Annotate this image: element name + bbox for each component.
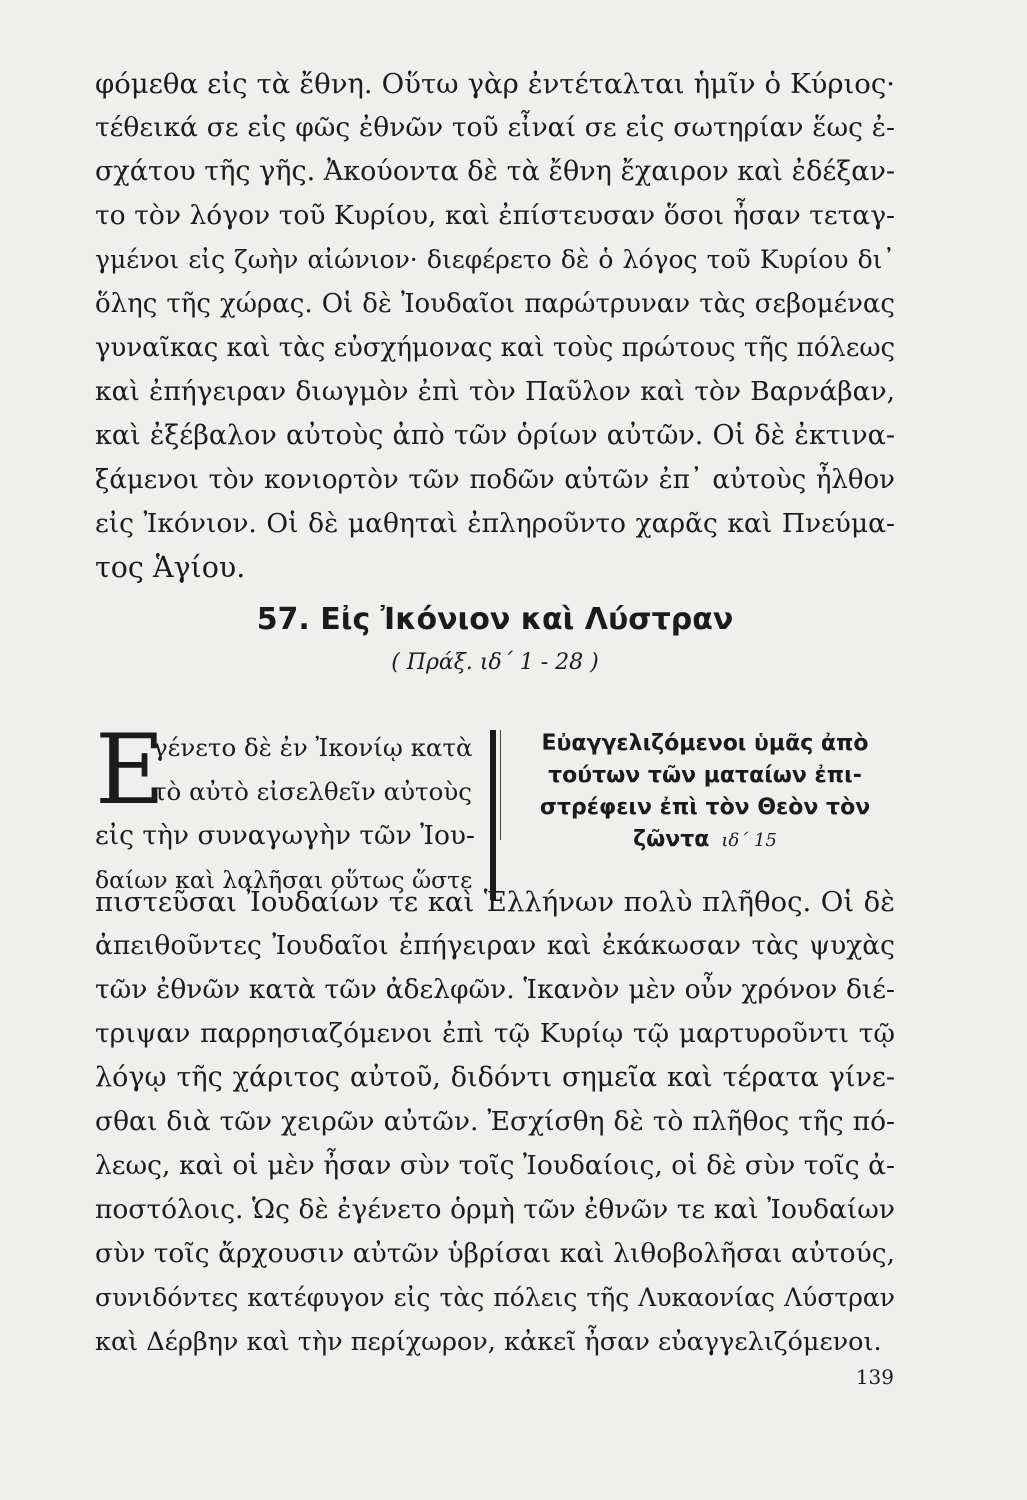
text-line: τριψαν παρρησιαζόμενοι ἐπὶ τῷ Κυρίῳ τῷ μαρτυροῦντι τῷ xyxy=(95,1018,895,1049)
text-line: δαίων καὶ λαλῆσαι οὕτως ὥστε xyxy=(95,866,473,894)
text-line: γμένοι εἰς ζωὴν αἰώνιον· διεφέρετο δὲ ὁ λόγος τοῦ Κυρίου δι᾿ xyxy=(95,245,895,274)
text-line: καὶ Δέρβην καὶ τὴν περίχωρον, κἀκεῖ ἦσαν εὐαγγελιζόμενοι. xyxy=(95,1327,882,1357)
text-line: καὶ ἐπήγειραν διωγμὸν ἐπὶ τὸν Παῦλον καὶ τὸν Βαρνάβαν, xyxy=(95,376,895,407)
text-line: σὺν τοῖς ἄρχουσιν αὐτῶν ὑβρίσαι καὶ λιθοβολῆσαι αὐτούς, xyxy=(95,1238,895,1269)
sidebar-quote xyxy=(515,728,895,857)
quote-line-last xyxy=(515,824,895,857)
text-line: τῶν ἐθνῶν κατὰ τῶν ἀδελφῶν. Ἱκανὸν μὲν οὖν χρόνον διέ- xyxy=(95,974,895,1005)
paragraph-2 xyxy=(95,880,895,1364)
text-line: τὸ αὐτὸ εἰσελθεῖν αὐτοὺς xyxy=(153,777,472,806)
quote-line: τούτων τῶν ματαίων ἐπι- xyxy=(548,763,862,788)
quote-text: ζῶντα xyxy=(633,827,710,852)
text-line: ἀπειθοῦντες Ἰουδαῖοι ἐπήγειραν καὶ ἐκάκωσαν τὰς ψυχὰς xyxy=(95,930,895,961)
scripture-reference: ( Πράξ. ιδ´ 1 - 28 ) xyxy=(391,650,599,675)
sidebar-rule xyxy=(490,730,496,900)
text-line: λόγῳ τῆς χάριτος αὐτοῦ, διδόντι σημεῖα καὶ τέρατα γίνε- xyxy=(95,1062,895,1093)
text-line: συνιδόντες κατέφυγον εἰς τὰς πόλεις τῆς Λυκαονίας Λύστραν xyxy=(95,1283,895,1312)
text-line: καὶ ἐξέβαλον αὐτοὺς ἀπὸ τῶν ὁρίων αὐτῶν. Οἱ δὲ ἐκτινα- xyxy=(95,420,895,451)
text-line: σθαι διὰ τῶν χειρῶν αὐτῶν. Ἐσχίσθη δὲ τὸ πλῆθος τῆς πό- xyxy=(95,1106,895,1137)
quote-line: στρέφειν ἐπὶ τὸν Θεὸν τὸν xyxy=(539,795,871,820)
intro-paragraph xyxy=(95,714,475,902)
text-line: τος Ἁγίου. xyxy=(95,551,246,584)
text-line: γυναῖκας καὶ τὰς εὐσχήμονας καὶ τοὺς πρώτους τῆς πόλεως xyxy=(95,333,896,363)
text-line: ὅλης τῆς χώρας. Οἱ δὲ Ἰουδαῖοι παρώτρυναν τὰς σεβομένας xyxy=(95,289,895,319)
text-line: τέθεικά σε εἰς φῶς ἐθνῶν τοῦ εἶναί σε εἰς σωτηρίαν ἕως ἐ- xyxy=(95,112,895,143)
text-line: εἰς τὴν συναγωγὴν τῶν Ἰου- xyxy=(95,820,475,851)
text-line: σχάτου τῆς γῆς. Ἀκούοντα δὲ τὰ ἔθνη ἔχαιρον καὶ ἐδέξαν- xyxy=(95,156,895,187)
paragraph-1 xyxy=(95,62,895,590)
text-line: ξάμενοι τὸν κονιορτὸν τῶν ποδῶν αὐτῶν ἐπ᾿ αὐτοὺς ἦλθον xyxy=(95,465,895,495)
drop-cap: Ε xyxy=(95,714,166,826)
text-line: λεως, καὶ οἱ μὲν ἦσαν σὺν τοῖς Ἰουδαίοις, οἱ δὲ σὺν τοῖς ἀ- xyxy=(95,1150,895,1181)
text-line: εἰς Ἰκόνιον. Οἱ δὲ μαθηταὶ ἐπληροῦντο χαρᾶς καὶ Πνεύμα- xyxy=(95,508,895,539)
sidebar-rule-thin xyxy=(500,730,501,840)
text-line: πιστεῦσαι Ἰουδαίων τε καὶ Ἑλλήνων πολὺ πλῆθος. Οἱ δὲ xyxy=(95,886,895,918)
text-line: το τὸν λόγον τοῦ Κυρίου, καὶ ἐπίστευσαν ὅσοι ἦσαν τεταγ- xyxy=(95,200,895,231)
quote-source: ιδ´ 15 xyxy=(721,830,777,851)
quote-line: Εὐαγγελιζόμενοι ὑμᾶς ἀπὸ xyxy=(541,731,869,756)
text-line: γένετο δὲ ἐν Ἰκονίῳ κατὰ xyxy=(153,733,473,762)
page-number: 139 xyxy=(855,1365,894,1389)
text-line: ποστόλοις. Ὡς δὲ ἐγένετο ὁρμὴ τῶν ἐθνῶν τε καὶ Ἰουδαίων xyxy=(95,1194,895,1225)
text-line: φόμεθα εἰς τὰ ἔθνη. Οὕτω γὰρ ἐντέταλται ἡμῖν ὁ Κύριος· xyxy=(95,68,895,100)
section-title: 57. Εἰς Ἰκόνιον καὶ Λύστραν xyxy=(256,602,734,637)
